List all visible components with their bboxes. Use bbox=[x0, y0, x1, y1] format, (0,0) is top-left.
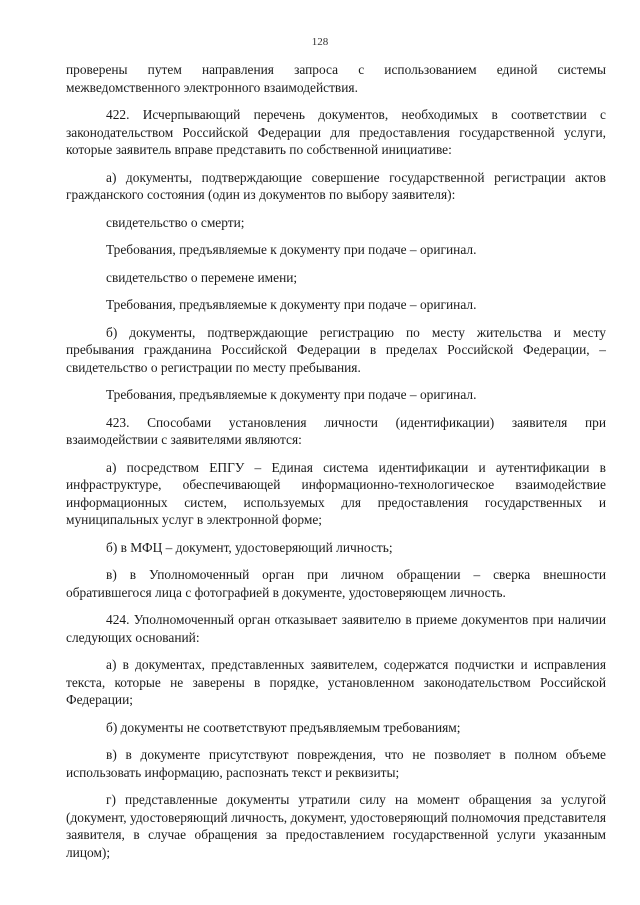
paragraph-11: а) посредством ЕПГУ – Единая система идентификации и аутентификации в инфраструктуре, обеспечивающей информационно-технологическое взаимодействие информационных систем, используемых для предоставления государственных и муниципальных услуг в электронной форме; bbox=[66, 459, 606, 527]
paragraph-13: в) в Уполномоченный орган при личном обращении – сверка внешности обратившегося лица с фотографией в документе, удостоверяющем личность. bbox=[66, 567, 606, 600]
paragraph-2: 422. Исчерпывающий перечень документов, необходимых в соответствии с законодательством Российской Федерации для предоставления государственной услуги, которые заявитель вправе представить по собственной инициативе: bbox=[66, 107, 606, 157]
paragraph-9: Требования, предъявляемые к документу при подаче – оригинал. bbox=[106, 387, 477, 402]
paragraph-5: Требования, предъявляемые к документу при подаче – оригинал. bbox=[106, 242, 477, 257]
paragraph-14: 424. Уполномоченный орган отказывает заявителю в приеме документов при наличии следующих оснований: bbox=[66, 612, 606, 645]
paragraph-1: проверены путем направления запроса с использованием единой системы межведомственного электронного взаимодействия. bbox=[66, 62, 606, 95]
paragraph-17: в) в документе присутствуют повреждения, что не позволяет в полном объеме использовать информацию, распознать текст и реквизиты; bbox=[66, 747, 606, 780]
paragraph-16: б) документы не соответствуют предъявляемым требованиям; bbox=[106, 719, 461, 735]
paragraph-3: а) документы, подтверждающие совершение государственной регистрации актов гражданского состояния (один из документов по выбору заявителя): bbox=[66, 169, 606, 202]
paragraph-8: б) документы, подтверждающие регистрацию по месту жительства и месту пребывания гражданина Российской Федерации в пределах Российской Федерации, – свидетельство о регистрации по месту пребывания. bbox=[66, 324, 606, 375]
paragraph-10: 423. Способами установления личности (идентификации) заявителя при взаимодействии с заявителями являются: bbox=[66, 414, 606, 447]
page-number: 128 bbox=[311, 36, 329, 48]
paragraph-12: б) в МФЦ – документ, удостоверяющий личность; bbox=[106, 539, 393, 555]
paragraph-15: а) в документах, представленных заявителем, содержатся подчистки и исправления текста, которые не заверены в порядке, установленном законодательством Российской Федерации; bbox=[66, 657, 606, 707]
paragraph-6: свидетельство о перемене имени; bbox=[106, 269, 298, 285]
document-body bbox=[66, 61, 606, 861]
paragraph-18: г) представленные документы утратили силу на момент обращения за услугой (документ, удостоверяющий личность, документ, удостоверяющий полномочия представителя заявителя, в случае обращения за предоставлением государственной услуги указанным лицом); bbox=[66, 792, 606, 860]
paragraph-4: свидетельство о смерти; bbox=[106, 214, 245, 230]
paragraph-7: Требования, предъявляемые к документу при подаче – оригинал. bbox=[106, 297, 477, 312]
